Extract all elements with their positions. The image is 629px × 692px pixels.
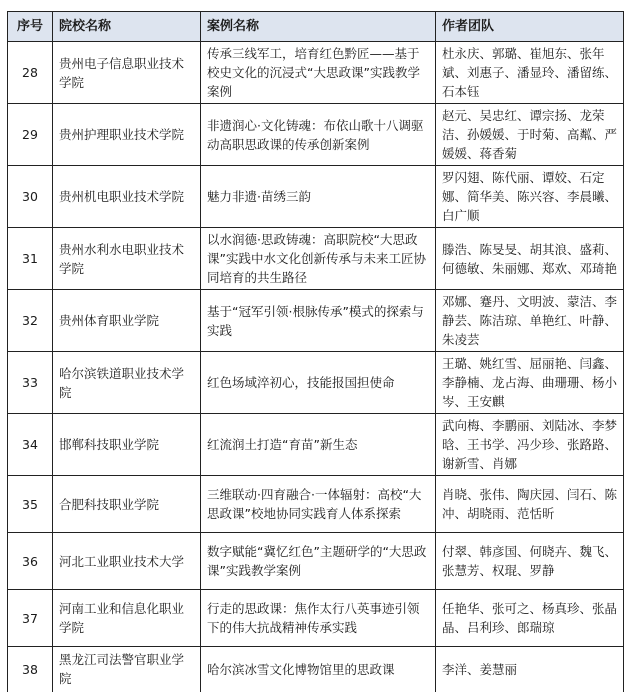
cell-case: 传承三线军工，培育红色黔匠——基于校史文化的沉浸式“大思政课”实践教学案例 [201,42,436,104]
cell-case: 哈尔滨冰雪文化博物馆里的思政课 [201,647,436,692]
cell-team: 武向梅、李鹏丽、刘陆冰、李梦晗、王书学、冯少珍、张路路、谢新雪、肖娜 [436,414,624,476]
cell-no: 31 [8,228,53,290]
case-list-table [7,11,624,692]
cell-no: 36 [8,533,53,590]
cell-team: 罗闪翅、陈代丽、谭姣、石定娜、简华美、陈兴容、李晨曦、白广顺 [436,166,624,228]
table-row [8,166,624,228]
cell-team: 王璐、姚红雪、屈丽艳、闫鑫、李静楠、龙占海、曲珊珊、杨小岑、王安麒 [436,352,624,414]
cell-case: 数字赋能“冀忆红色”主题研学的“大思政课”实践教学案例 [201,533,436,590]
cell-no: 29 [8,104,53,166]
cell-case: 红色场域淬初心，技能报国担使命 [201,352,436,414]
table-row [8,104,624,166]
cell-case: 行走的思政课：焦作太行八英事迹引领下的伟大抗战精神传承实践 [201,590,436,647]
cell-case: 以水润德·思政铸魂：高职院校“大思政课”实践中水文化创新传承与未来工匠协同培育的共生路径 [201,228,436,290]
cell-school: 河北工业职业技术大学 [53,533,201,590]
cell-no: 37 [8,590,53,647]
cell-team: 杜永庆、郭璐、崔旭东、张年斌、刘惠子、潘显玲、潘留练、石本钰 [436,42,624,104]
table-row [8,228,624,290]
cell-school: 贵州水利水电职业技术学院 [53,228,201,290]
header-no: 序号 [8,12,53,42]
cell-school: 邯郸科技职业学院 [53,414,201,476]
document-page [7,11,623,692]
table-row [8,290,624,352]
cell-team: 滕浩、陈旻旻、胡其浪、盛莉、何德敏、朱丽娜、郑欢、邓琦艳 [436,228,624,290]
cell-team: 肖晓、张伟、陶庆园、闫石、陈冲、胡晓雨、范恬昕 [436,476,624,533]
table-header-row [8,12,624,42]
cell-school: 哈尔滨铁道职业技术学院 [53,352,201,414]
header-school: 院校名称 [53,12,201,42]
table-row [8,42,624,104]
cell-no: 32 [8,290,53,352]
cell-school: 贵州护理职业技术学院 [53,104,201,166]
cell-no: 35 [8,476,53,533]
cell-case: 基于“冠军引领·根脉传承”模式的探索与实践 [201,290,436,352]
cell-no: 33 [8,352,53,414]
cell-team: 赵元、吴忠红、谭宗扬、龙荣洁、孙媛媛、于时菊、高粼、严媛媛、蒋香菊 [436,104,624,166]
cell-school: 贵州体育职业学院 [53,290,201,352]
cell-no: 28 [8,42,53,104]
table-row [8,414,624,476]
cell-case: 魅力非遗·苗绣三韵 [201,166,436,228]
cell-school: 黑龙江司法警官职业学院 [53,647,201,692]
table-row [8,590,624,647]
cell-case: 三维联动·四育融合·一体辐射：高校“大思政课”校地协同实践育人体系探索 [201,476,436,533]
cell-no: 30 [8,166,53,228]
cell-school: 贵州机电职业技术学院 [53,166,201,228]
cell-team: 付翠、韩彦国、何晓卉、魏飞、张慧芳、权琨、罗静 [436,533,624,590]
table-row [8,352,624,414]
cell-team: 李洋、姜慧丽 [436,647,624,692]
header-team: 作者团队 [436,12,624,42]
table-row [8,533,624,590]
cell-no: 38 [8,647,53,692]
cell-case: 红流润土打造“育苗”新生态 [201,414,436,476]
cell-no: 34 [8,414,53,476]
table-row [8,476,624,533]
cell-school: 合肥科技职业学院 [53,476,201,533]
header-case: 案例名称 [201,12,436,42]
cell-team: 邓娜、蹇丹、文明波、蒙洁、李静芸、陈洁琼、单艳红、叶静、朱凌芸 [436,290,624,352]
cell-team: 任艳华、张可之、杨真珍、张晶晶、吕利珍、郎瑞琼 [436,590,624,647]
cell-school: 河南工业和信息化职业学院 [53,590,201,647]
cell-case: 非遗润心·文化铸魂：布依山歌十八调驱动高职思政课的传承创新案例 [201,104,436,166]
cell-school: 贵州电子信息职业技术学院 [53,42,201,104]
table-row [8,647,624,692]
